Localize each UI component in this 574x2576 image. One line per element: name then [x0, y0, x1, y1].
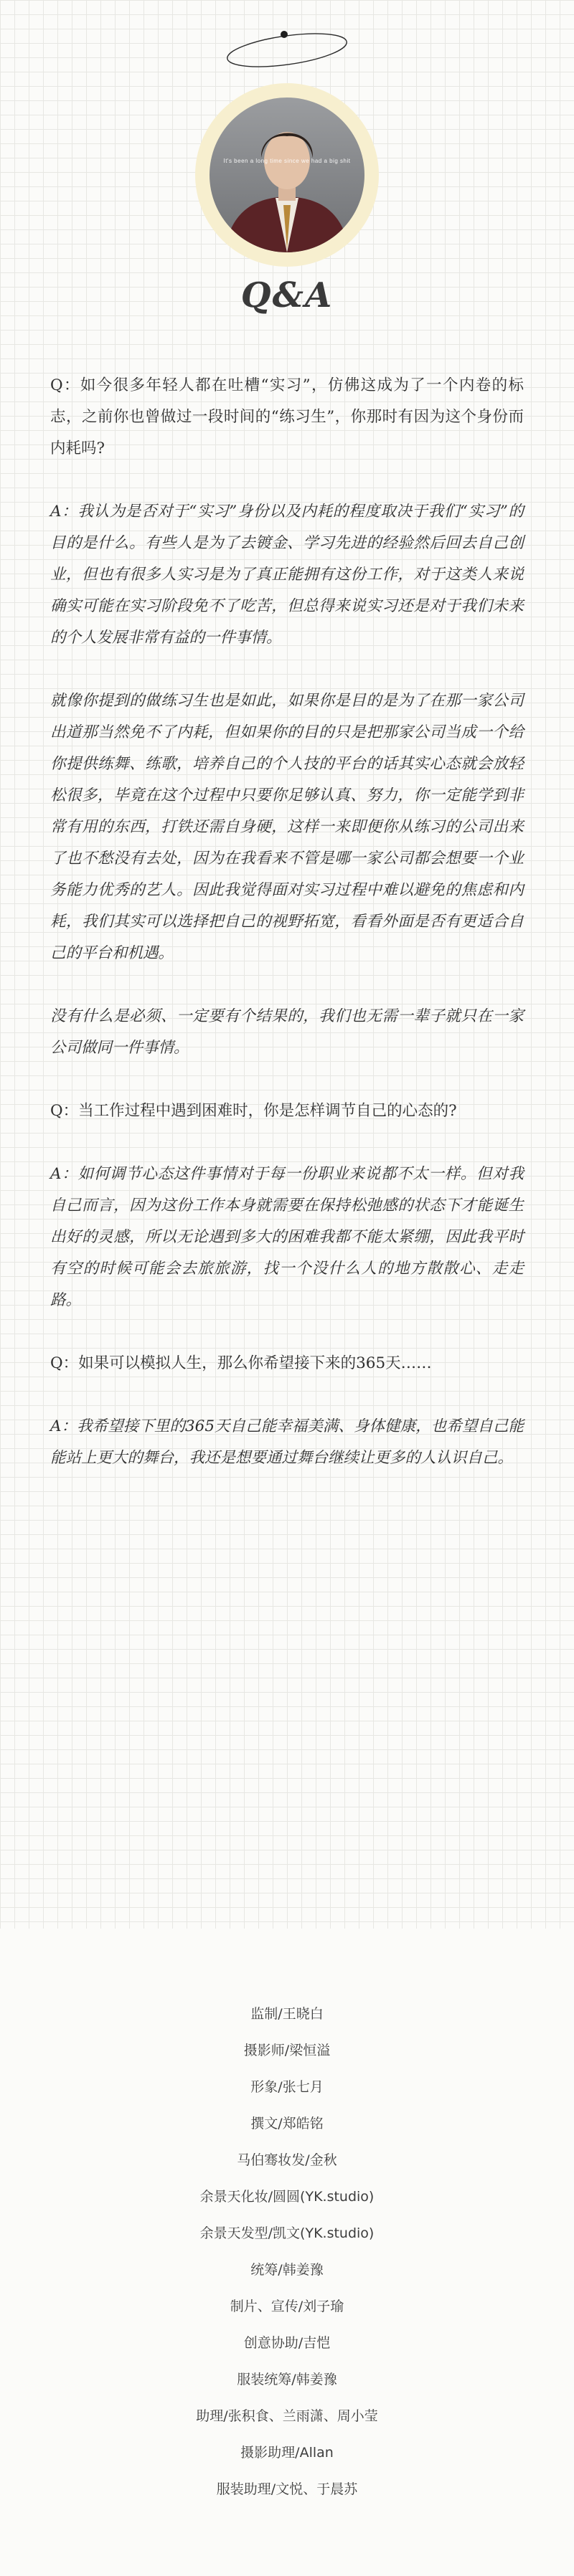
decorative-orbit-icon	[224, 29, 350, 70]
credit-line: 摄影助理/Allan	[240, 2445, 334, 2461]
credit-line: 监制/王晓白	[250, 2006, 324, 2022]
credits-list	[0, 1996, 574, 2508]
qa-question: Q：当工作过程中遇到困难时，你是怎样调节自己的心态的?	[50, 1102, 457, 1120]
credit-line: 摄影师/梁恒溢	[243, 2043, 331, 2058]
credit-line: 形象/张七月	[250, 2079, 324, 2095]
qa-answer: 没有什么是必须、一定要有个结果的，我们也无需一辈子就只在一家公司做同一件事情。	[50, 1007, 524, 1057]
credit-line: 创意协助/吉恺	[243, 2335, 331, 2351]
credit-line: 撰文/郑皓铭	[250, 2116, 324, 2131]
credit-line: 余景天化妆/圆圆(YK.studio)	[199, 2189, 375, 2205]
credit-line: 余景天发型/凯文(YK.studio)	[199, 2225, 375, 2241]
qa-answer: A：我希望接下里的365天自己能幸福美满、身体健康，也希望自己能能站上更大的舞台，我还是想要通过舞台继续让更多的人认识自己。	[50, 1417, 524, 1467]
credit-line: 制片、宣传/刘子瑜	[230, 2299, 344, 2314]
credit-line: 服装统筹/韩姜豫	[237, 2372, 337, 2387]
qa-question: Q：如今很多年轻人都在吐槽“实习”，仿佛这成为了一个内卷的标志，之前你也曾做过一段时间的“练习生”，你那时有因为这个身份而内耗吗?	[50, 376, 524, 457]
portrait-caption: It's been a long time since we had a big shit	[223, 158, 351, 164]
qa-answer: A：如何调节心态这件事情对于每一份职业来说都不太一样。但对我自己而言，因为这份工作本身就需要在保持松弛感的状态下才能诞生出好的灵感，所以无论遇到多大的困难我都不能太紧绷，因此我平时有空的时候可能会去旅旅游，找一个没什么人的地方散散心、走走路。	[50, 1165, 524, 1309]
qa-answer: 就像你提到的做练习生也是如此，如果你是目的是为了在那一家公司出道那当然免不了内耗，但如果你的目的只是把那家公司当成一个给你提供练舞、练歌，培养自己的个人技的平台的话其实心态就会放轻松很多，毕竟在这个过程中只要你足够认真、努力，你一定能学到非常有用的东西，打铁还需自身硬，这样一来即便你从练习的公司出来了也不愁没有去处，因为在我看来不管是哪一家公司都会想要一个业务能力优秀的艺人。因此我觉得面对实习过程中难以避免的焦虑和内耗，我们其实可以选择把自己的视野拓宽，看看外面是否有更适合自己的平台和机遇。	[50, 692, 524, 962]
credit-line: 服装助理/文悦、于晨苏	[216, 2481, 358, 2497]
qa-content	[50, 370, 524, 1506]
portrait-frame	[195, 83, 379, 267]
qa-question: Q：如果可以模拟人生，那么你希望接下来的365天……	[50, 1354, 432, 1372]
credit-line: 助理/张积食、兰雨潇、周小莹	[196, 2408, 378, 2424]
qa-answer: A：我认为是否对于“实习”身份以及内耗的程度取决于我们“实习”的目的是什么。有些人是为了去镀金、学习先进的经验然后回去自己创业，但也有很多人实习是为了真正能拥有这份工作，对于这类人来说确实可能在实习阶段免不了吃苦，但总得来说实习还是对于我们未来的个人发展非常有益的一件事情。	[50, 503, 524, 647]
credit-line: 统筹/韩姜豫	[250, 2262, 324, 2278]
page-title: Q&A	[240, 275, 334, 315]
credit-line: 马伯骞妆发/金秋	[237, 2152, 337, 2168]
portrait-photo	[210, 98, 364, 252]
